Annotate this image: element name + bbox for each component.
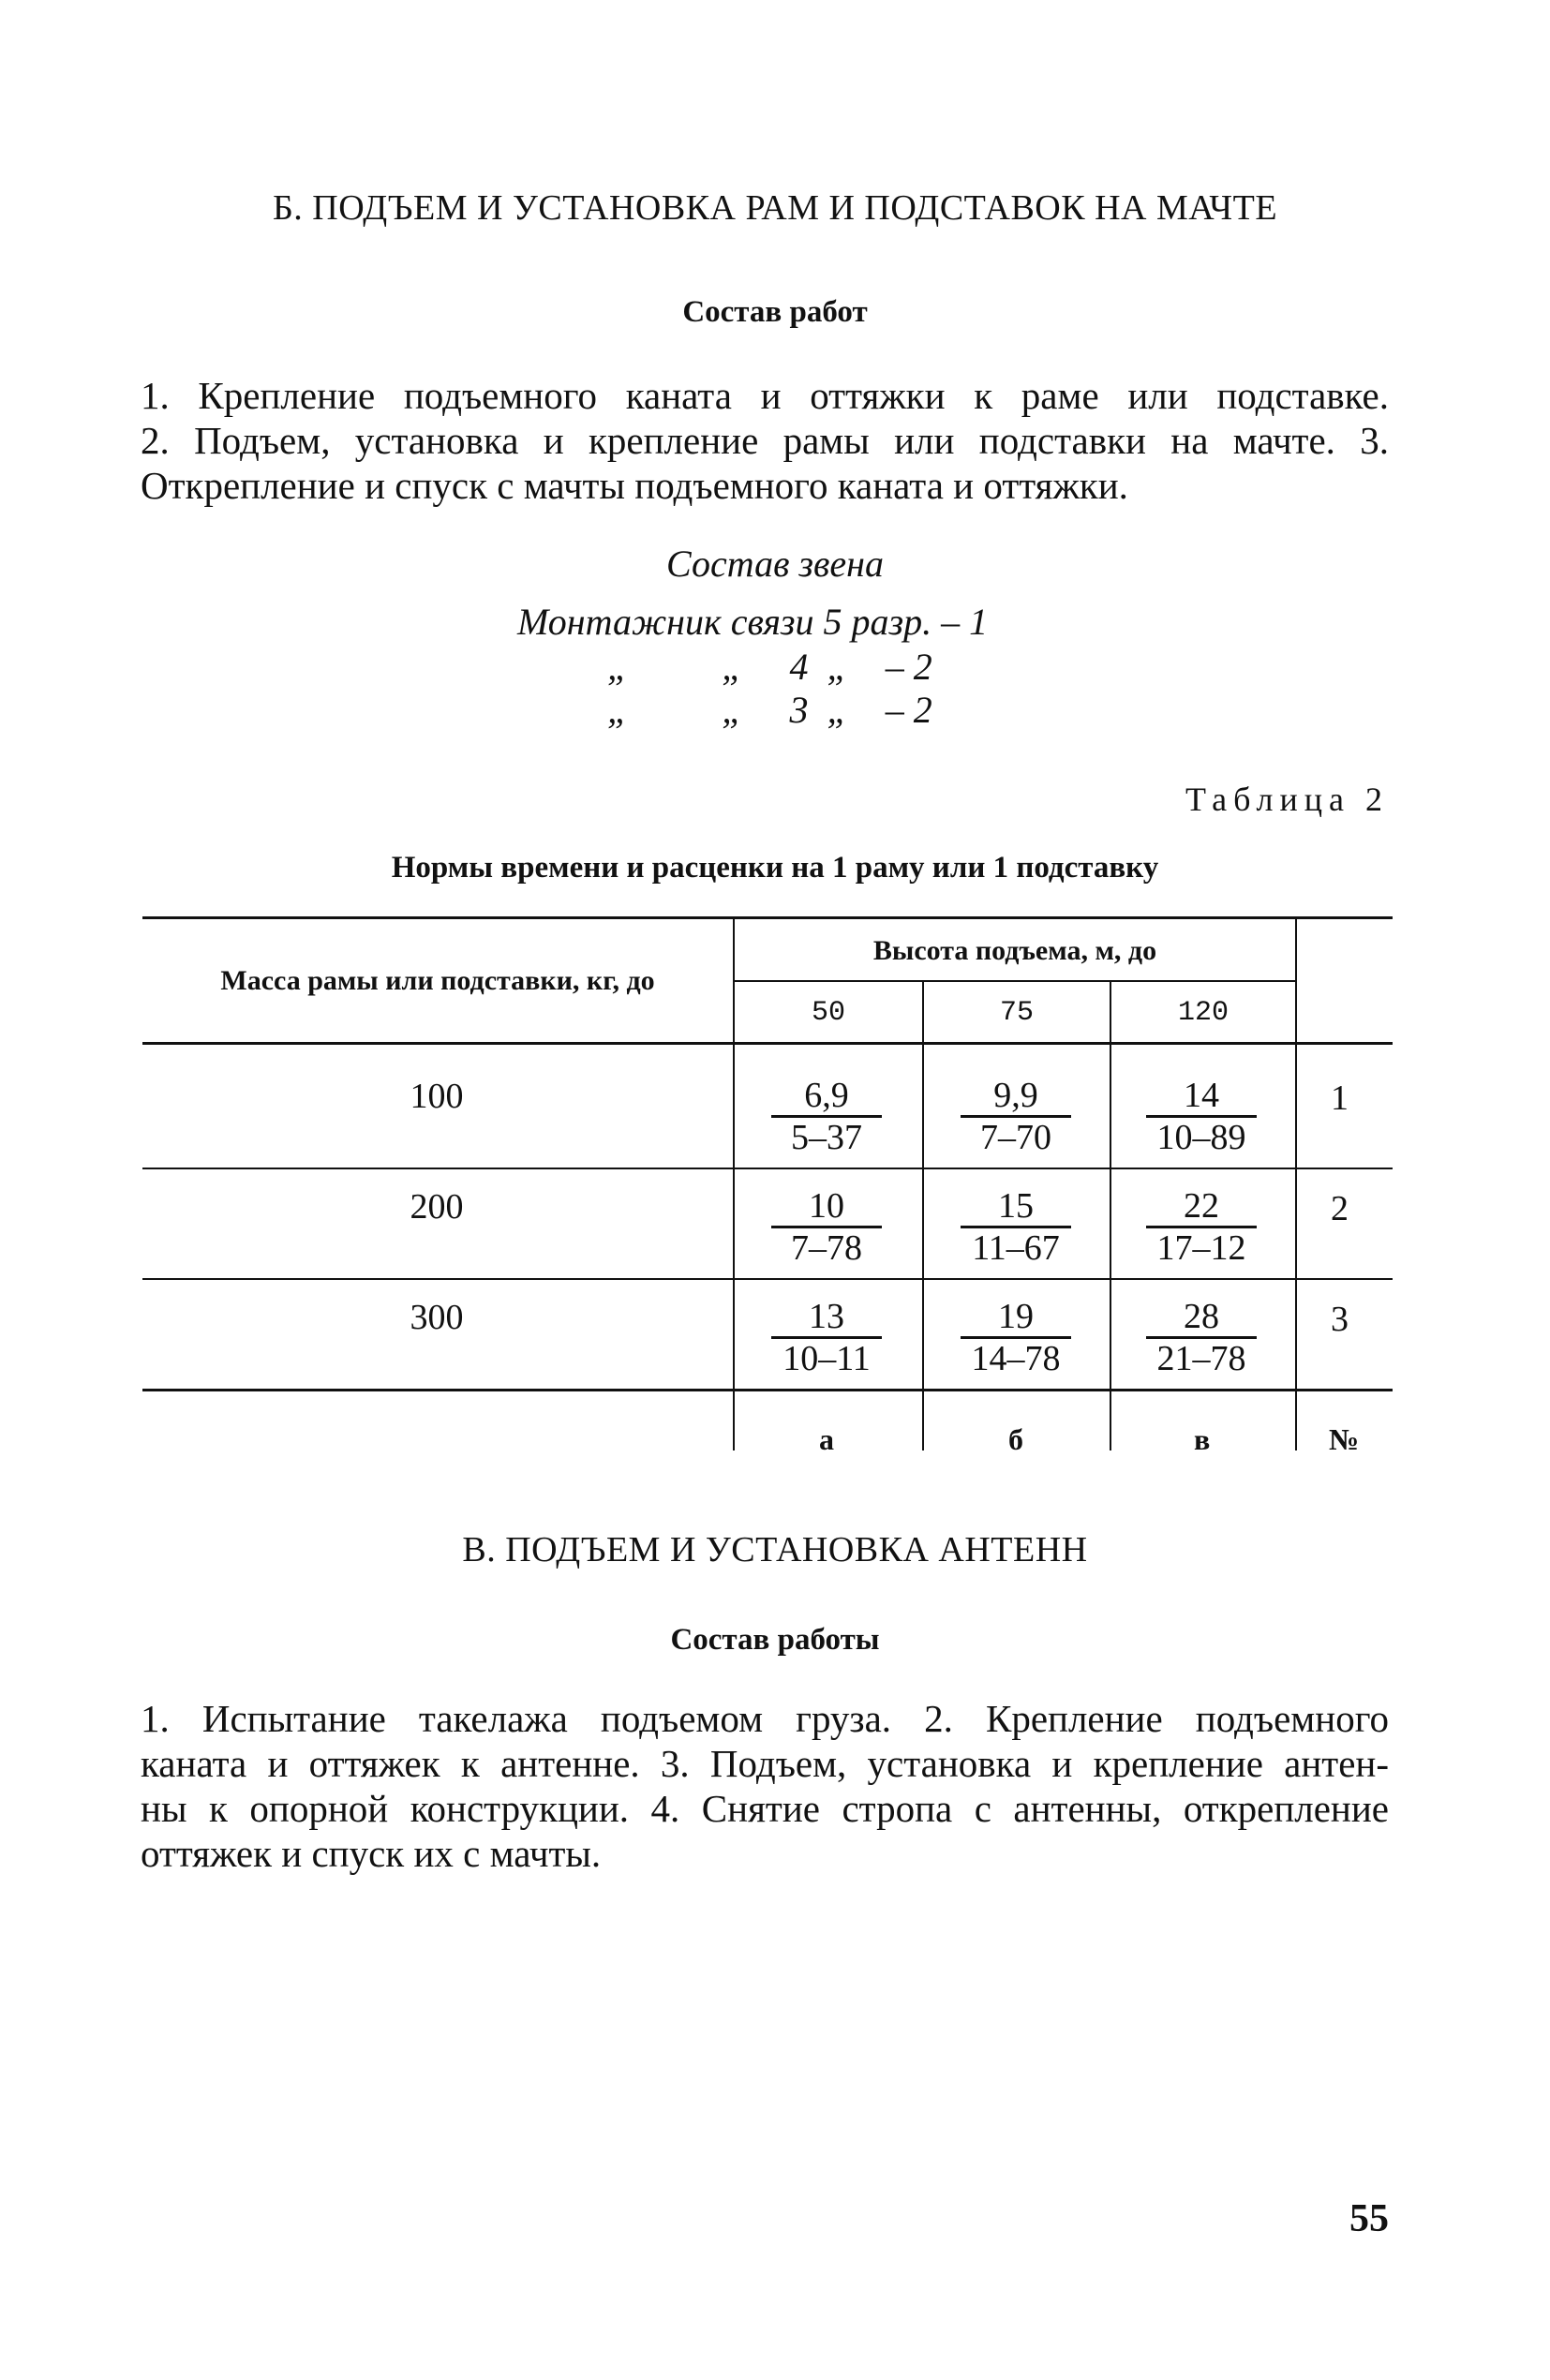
mass-header: Масса рамы или подставки, кг, до [220,965,655,996]
work-line: 1. Испытание такелажа подъемом груза. 2. Крепление подъемного [141,1697,1389,1740]
time-norm: 15 [998,1186,1034,1226]
price: 7–70 [980,1118,1051,1157]
price: 11–67 [972,1228,1060,1268]
height-col-50: 50 [811,997,845,1029]
price: 14–78 [971,1339,1061,1378]
time-norm: 28 [1184,1297,1219,1336]
rate-cell [931,1297,1100,1378]
price: 5–37 [791,1118,862,1157]
table-top-rule [142,916,1393,919]
work-line: ны к опорной конструкции. 4. Снятие стропа с антенны, открепление [141,1787,1389,1830]
row-number: 1 [1331,1078,1349,1118]
section-b-work-text [141,373,1389,508]
table-bottom-rule [142,1389,1393,1391]
work-line: 1. Крепление подъемного каната и оттяжки к раме или подставке. [141,374,1389,417]
column-key-a: а [819,1422,834,1456]
table-col-rule [1110,980,1111,1450]
section-v-title: В. ПОДЪЕМ И УСТАНОВКА АНТЕНН [462,1530,1088,1569]
row-number: 2 [1331,1189,1349,1228]
height-col-120: 120 [1177,997,1229,1029]
page-number: 55 [1349,2197,1389,2240]
table-label: Таблица 2 [1185,781,1389,818]
rate-cell [742,1297,911,1378]
row-mass: 100 [410,1077,464,1116]
crew-line: „ „ 3 „ – 2 [607,689,932,731]
crew-heading: Состав звена [665,543,884,585]
section-v-work-heading: Состав работы [670,1623,880,1657]
work-line: Открепление и спуск с мачты подъемного каната и оттяжки. [141,464,1128,507]
table-header-rule [142,1042,1393,1045]
time-norm: 22 [1184,1186,1219,1226]
table-col-rule [922,980,924,1450]
column-key-b: б [1008,1422,1023,1456]
price: 21–78 [1156,1339,1246,1378]
section-v-work-text [141,1696,1389,1876]
work-line: оттяжек и спуск их с мачты. [141,1832,602,1875]
price: 10–11 [782,1339,871,1378]
rate-cell [1117,1076,1286,1157]
row-mass: 200 [410,1187,464,1227]
price: 17–12 [1156,1228,1246,1268]
price: 10–89 [1156,1118,1246,1157]
row-mass: 300 [410,1298,464,1337]
crew-line: Монтажник связи 5 разр. – 1 [517,601,989,643]
time-norm: 9,9 [993,1076,1038,1115]
column-key-v: в [1194,1422,1211,1456]
rate-cell [1117,1297,1286,1378]
height-header: Высота подъема, м, до [872,935,1157,966]
work-line: 2. Подъем, установка и крепление рамы или подставки на мачте. 3. [141,419,1389,462]
time-norm: 19 [998,1297,1034,1336]
row-number: 3 [1331,1300,1349,1339]
rate-cell [931,1076,1100,1157]
height-col-75: 75 [999,997,1034,1029]
rate-cell [742,1076,911,1157]
time-norm: 10 [809,1186,844,1226]
rate-cell [931,1186,1100,1268]
rate-cell [742,1186,911,1268]
work-line: каната и оттяжек к антенне. 3. Подъем, установка и крепление антен- [141,1742,1389,1785]
time-norm: 6,9 [804,1076,849,1115]
time-norm: 13 [809,1297,844,1336]
table-row-rule [142,1278,1393,1280]
price: 7–78 [791,1228,862,1268]
section-b-work-heading: Состав работ [682,295,868,329]
section-b-title: Б. ПОДЪЕМ И УСТАНОВКА РАМ И ПОДСТАВОК НА МАЧТЕ [272,188,1278,228]
table-caption: Нормы времени и расценки на 1 раму или 1 подставку [391,851,1159,885]
time-norm: 14 [1184,1076,1219,1115]
rate-cell [1117,1186,1286,1268]
table-row-rule [142,1168,1393,1169]
table-subheader-rule [733,980,1295,982]
table-col-rule [1295,916,1297,1450]
crew-line: „ „ 4 „ – 2 [607,646,932,688]
column-key-no: № [1329,1422,1360,1456]
